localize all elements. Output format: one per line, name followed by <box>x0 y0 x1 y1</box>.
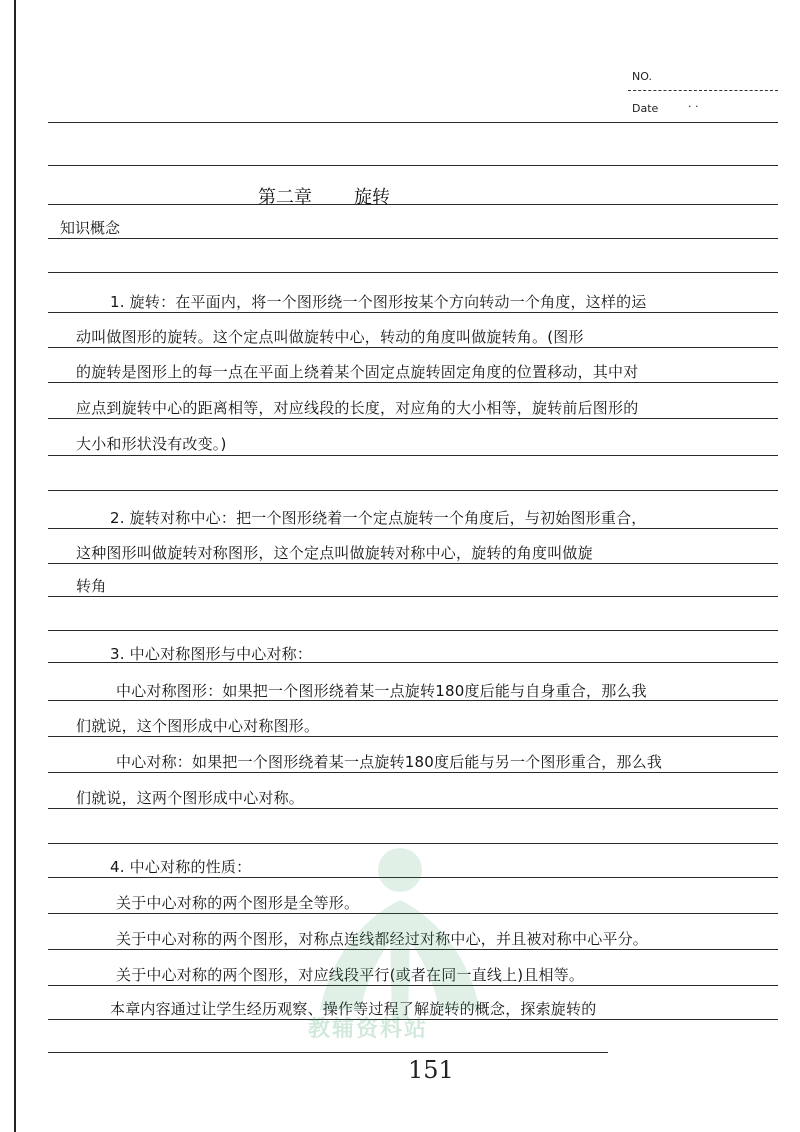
closing-line: 本章内容通过让学生经历观察、操作等过程了解旋转的概念，探索旋转的 <box>110 1000 597 1018</box>
ruled-line <box>48 596 778 597</box>
chapter-number: 第二章 <box>258 187 312 208</box>
paragraph-2-line-2: 这种图形叫做旋转对称图形，这个定点叫做旋转对称中心，旋转的角度叫做旋 <box>76 544 593 562</box>
ruled-line <box>48 347 778 348</box>
paragraph-1-line-2: 动叫做图形的旋转。这个定点叫做旋转中心，转动的角度叫做旋转角。(图形 <box>76 328 584 346</box>
paragraph-4-heading: 4. 中心对称的性质： <box>110 858 252 876</box>
paragraph-1-line-3: 的旋转是图形上的每一点在平面上绕着某个固定点旋转固定角度的位置移动，其中对 <box>76 363 639 381</box>
paragraph-3-heading: 3. 中心对称图形与中心对称： <box>110 645 313 663</box>
header-date-dots: · · <box>688 100 699 113</box>
ruled-line <box>48 272 778 273</box>
ruled-line <box>48 877 778 878</box>
ruled-line <box>48 630 778 631</box>
page-number: 151 <box>408 1056 454 1084</box>
header-no-divider <box>628 90 778 91</box>
ruled-line <box>48 772 778 773</box>
ruled-line <box>48 238 778 239</box>
paragraph-3-line-3: 中心对称：如果把一个图形绕着某一点旋转180度后能与另一个图形重合，那么我 <box>116 753 663 771</box>
ruled-line <box>48 122 778 123</box>
ruled-line <box>48 563 778 564</box>
paragraph-1-line-1: 1. 旋转：在平面内，将一个图形绕一个图形按某个方向转动一个角度，这样的运 <box>110 293 647 311</box>
ruled-line <box>48 490 778 491</box>
header-date-label: Date <box>632 102 659 115</box>
ruled-line <box>48 528 778 529</box>
ruled-line <box>48 949 778 950</box>
ruled-line <box>48 808 778 809</box>
ruled-line <box>48 382 778 383</box>
header-no-label: NO. <box>632 70 652 83</box>
ruled-line <box>48 165 778 166</box>
ruled-line <box>48 985 778 986</box>
property-line-1: 关于中心对称的两个图形是全等形。 <box>116 894 360 912</box>
paragraph-3-line-2: 们就说，这个图形成中心对称图形。 <box>76 717 320 735</box>
page-left-edge <box>14 0 16 1132</box>
ruled-line <box>48 204 778 205</box>
ruled-line <box>48 1052 608 1053</box>
ruled-line <box>48 312 778 313</box>
paragraph-3-line-1: 中心对称图形：如果把一个图形绕着某一点旋转180度后能与自身重合，那么我 <box>116 682 647 700</box>
property-line-2: 关于中心对称的两个图形，对称点连线都经过对称中心，并且被对称中心平分。 <box>116 930 649 948</box>
property-line-3: 关于中心对称的两个图形，对应线段平行(或者在同一直线上)且相等。 <box>116 966 585 984</box>
ruled-line <box>48 418 778 419</box>
ruled-line <box>48 843 778 844</box>
chapter-title: 旋转 <box>354 187 390 208</box>
ruled-line <box>48 913 778 914</box>
paragraph-1-line-5: 大小和形状没有改变。) <box>76 435 227 453</box>
paragraph-2-line-3: 转角 <box>76 577 107 595</box>
ruled-line <box>48 736 778 737</box>
ruled-line <box>48 455 778 456</box>
watermark-text: 教辅资料站 <box>308 1017 429 1042</box>
paragraph-3-line-4: 们就说，这两个图形成中心对称。 <box>76 789 305 807</box>
paragraph-2-line-1: 2. 旋转对称中心：把一个图形绕着一个定点旋转一个角度后，与初始图形重合， <box>110 509 647 527</box>
paragraph-1-line-4: 应点到旋转中心的距离相等，对应线段的长度，对应角的大小相等，旋转前后图形的 <box>76 399 639 417</box>
section-heading: 知识概念 <box>60 219 121 237</box>
